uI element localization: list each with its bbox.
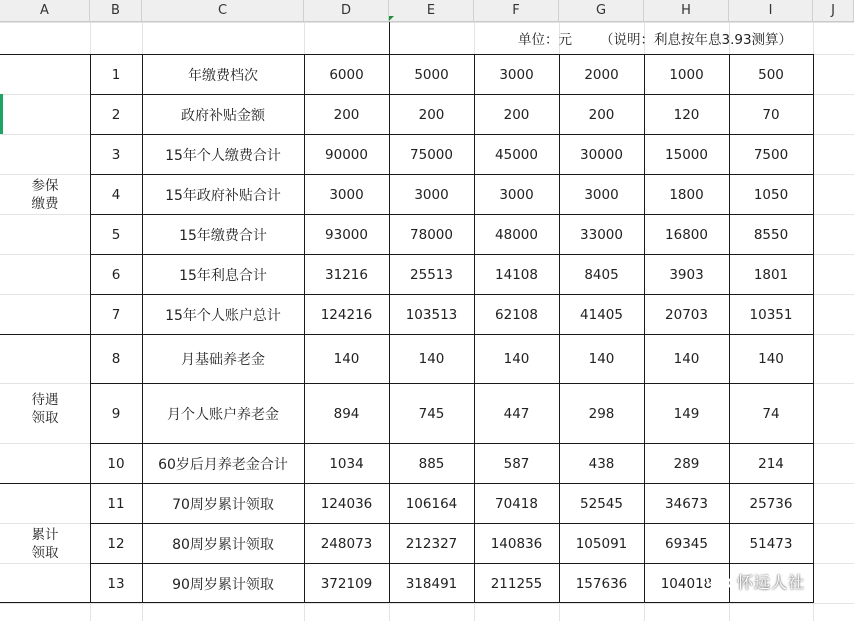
value-cell[interactable]: 5000 xyxy=(414,66,449,83)
value-cell[interactable]: 200 xyxy=(588,106,615,123)
value-cell[interactable]: 16800 xyxy=(665,226,708,243)
value-cell[interactable]: 140836 xyxy=(490,535,543,552)
value-cell[interactable]: 33000 xyxy=(580,226,623,243)
value-cell[interactable]: 587 xyxy=(503,455,530,472)
value-cell[interactable]: 298 xyxy=(588,405,615,422)
value-cell[interactable]: 438 xyxy=(588,455,615,472)
wechat-icon xyxy=(706,570,732,592)
column-header-e[interactable]: E xyxy=(389,0,474,21)
table-row-border xyxy=(90,334,814,335)
value-cell[interactable]: 78000 xyxy=(410,226,453,243)
row-number-cell[interactable]: 11 xyxy=(107,495,125,512)
value-cell[interactable]: 20703 xyxy=(665,306,708,323)
table-row-border xyxy=(90,294,814,295)
table-row-border xyxy=(90,523,814,524)
value-cell[interactable]: 885 xyxy=(418,455,445,472)
value-cell[interactable]: 90000 xyxy=(325,146,368,163)
cell-comment-indicator xyxy=(389,16,394,21)
table-border-top xyxy=(90,54,814,55)
value-cell[interactable]: 75000 xyxy=(410,146,453,163)
value-cell[interactable]: 372109 xyxy=(320,575,373,592)
table-column-border xyxy=(90,54,91,603)
value-cell[interactable]: 104018 xyxy=(660,575,713,592)
row-number-cell[interactable]: 4 xyxy=(111,186,121,203)
value-cell[interactable]: 51473 xyxy=(749,535,793,552)
value-cell[interactable]: 200 xyxy=(418,106,445,123)
column-header-i[interactable]: I xyxy=(729,0,813,21)
unit-label: 单位：元 xyxy=(518,32,572,48)
table-row-border xyxy=(90,174,814,175)
column-header-h[interactable]: H xyxy=(644,0,729,21)
value-cell[interactable]: 140 xyxy=(418,351,445,367)
row-number-cell[interactable]: 3 xyxy=(111,146,121,163)
value-cell[interactable]: 25513 xyxy=(410,266,453,283)
row-number-cell[interactable]: 13 xyxy=(107,575,125,592)
row-number-cell[interactable]: 5 xyxy=(111,226,121,243)
value-cell[interactable]: 106164 xyxy=(405,495,458,512)
column-header-bar xyxy=(0,0,854,22)
column-header-c[interactable]: C xyxy=(142,0,304,21)
value-cell[interactable]: 14108 xyxy=(495,266,538,283)
value-cell[interactable]: 3000 xyxy=(499,186,534,203)
value-cell[interactable]: 105091 xyxy=(575,535,628,552)
gridline-horizontal xyxy=(0,603,854,604)
category-label: 累计 领取 xyxy=(31,526,59,561)
row-label-cell[interactable]: 月个人账户养老金 xyxy=(167,406,279,423)
value-cell[interactable]: 7500 xyxy=(753,146,789,163)
row-label-cell[interactable]: 80周岁累计领取 xyxy=(172,536,274,553)
value-cell[interactable]: 62108 xyxy=(495,306,538,323)
value-cell[interactable]: 1800 xyxy=(669,186,704,203)
row-label-cell[interactable]: 15年个人账户总计 xyxy=(165,307,281,324)
category-label: 待遇 领取 xyxy=(31,392,59,426)
table-row-border xyxy=(90,483,814,484)
row-label-cell[interactable]: 月基础养老金 xyxy=(181,352,265,368)
value-cell[interactable]: 3903 xyxy=(669,266,704,283)
table-border-bottom xyxy=(0,602,814,603)
category-cell[interactable] xyxy=(0,55,90,334)
row-label-cell[interactable]: 70周岁累计领取 xyxy=(172,496,274,513)
value-cell[interactable]: 34673 xyxy=(665,495,708,512)
table-row-border xyxy=(90,254,814,255)
value-cell[interactable]: 45000 xyxy=(495,146,538,163)
value-cell[interactable]: 25736 xyxy=(749,495,793,512)
table-column-border xyxy=(142,54,143,603)
value-cell[interactable]: 3000 xyxy=(499,66,534,83)
row-label-cell[interactable]: 15年政府补贴合计 xyxy=(165,187,281,204)
value-cell[interactable]: 140 xyxy=(758,351,784,367)
value-cell[interactable]: 894 xyxy=(333,405,360,422)
value-cell[interactable]: 200 xyxy=(503,106,530,123)
value-cell[interactable]: 1034 xyxy=(329,455,364,472)
watermark-text: 怀远人社 xyxy=(737,572,806,592)
value-cell[interactable]: 103513 xyxy=(405,306,458,323)
header-divider xyxy=(389,22,390,54)
value-cell[interactable]: 70418 xyxy=(495,495,538,512)
value-cell[interactable]: 140 xyxy=(503,351,530,367)
row-selection-marker xyxy=(0,94,3,134)
value-cell[interactable]: 214 xyxy=(758,455,784,472)
value-cell[interactable]: 745 xyxy=(418,405,445,422)
value-cell[interactable]: 74 xyxy=(762,405,780,422)
row-label-cell[interactable]: 60岁后月养老金合计 xyxy=(158,456,288,473)
row-number-cell[interactable]: 10 xyxy=(107,455,125,472)
table-row-border xyxy=(90,563,814,564)
value-cell[interactable]: 6000 xyxy=(329,66,364,83)
table-column-border xyxy=(559,54,560,603)
value-cell[interactable]: 1000 xyxy=(669,66,704,83)
row-label-cell[interactable]: 15年缴费合计 xyxy=(179,227,267,244)
value-cell[interactable]: 248073 xyxy=(320,535,373,552)
value-cell[interactable]: 124036 xyxy=(320,495,373,512)
spreadsheet-grid xyxy=(0,22,854,621)
column-header-d[interactable]: D xyxy=(304,0,389,21)
table-column-border xyxy=(304,54,305,603)
value-cell[interactable]: 500 xyxy=(758,66,784,83)
table-border-left-group xyxy=(0,54,90,55)
row-label-cell[interactable]: 90周岁累计领取 xyxy=(172,576,274,593)
watermark xyxy=(706,567,805,595)
value-cell[interactable]: 318491 xyxy=(405,575,458,592)
value-cell[interactable]: 140 xyxy=(673,351,700,367)
value-cell[interactable]: 93000 xyxy=(325,226,368,243)
table-row-border xyxy=(90,214,814,215)
row-label-cell[interactable]: 15年个人缴费合计 xyxy=(165,147,281,164)
value-cell[interactable]: 149 xyxy=(673,405,700,422)
note-label: （说明：利息按年息3.93测算） xyxy=(600,32,793,48)
value-cell[interactable]: 2000 xyxy=(584,66,619,83)
value-cell[interactable]: 1050 xyxy=(753,186,789,203)
value-cell[interactable]: 124216 xyxy=(320,306,373,323)
column-header-f[interactable]: F xyxy=(474,0,559,21)
table-row-border xyxy=(90,443,814,444)
value-cell[interactable]: 140 xyxy=(588,351,615,367)
value-cell[interactable]: 140 xyxy=(333,351,360,367)
category-cell[interactable] xyxy=(0,484,90,603)
table-column-border xyxy=(389,54,390,603)
value-cell[interactable]: 52545 xyxy=(580,495,623,512)
value-cell[interactable]: 157636 xyxy=(575,575,628,592)
value-cell[interactable]: 70 xyxy=(762,106,780,123)
row-number-cell[interactable]: 8 xyxy=(111,351,121,367)
table-column-border xyxy=(644,54,645,603)
column-header-a[interactable]: A xyxy=(0,0,90,21)
table-column-border xyxy=(729,54,730,603)
column-header-g[interactable]: G xyxy=(559,0,644,21)
value-cell[interactable]: 69345 xyxy=(665,535,708,552)
value-cell[interactable]: 212327 xyxy=(405,535,458,552)
row-number-cell[interactable]: 7 xyxy=(111,306,121,323)
column-header-j[interactable]: J xyxy=(813,0,854,21)
column-header-b[interactable]: B xyxy=(90,0,142,21)
value-cell[interactable]: 211255 xyxy=(490,575,543,592)
value-cell[interactable]: 41405 xyxy=(580,306,623,323)
row-number-cell[interactable]: 2 xyxy=(111,106,121,123)
row-number-cell[interactable]: 12 xyxy=(107,535,125,552)
table-column-border xyxy=(474,54,475,603)
category-label: 参保 缴费 xyxy=(31,177,59,212)
value-cell[interactable]: 3000 xyxy=(329,186,364,203)
value-cell[interactable]: 8405 xyxy=(584,266,619,283)
row-label-cell[interactable]: 政府补贴金额 xyxy=(181,107,265,124)
value-cell[interactable]: 120 xyxy=(673,106,700,123)
group-border xyxy=(0,483,90,484)
category-cell[interactable] xyxy=(0,335,90,483)
row-label-cell[interactable]: 年缴费档次 xyxy=(188,67,258,84)
value-cell[interactable]: 289 xyxy=(673,455,700,472)
value-cell[interactable]: 3000 xyxy=(414,186,449,203)
group-border xyxy=(0,334,90,335)
value-cell[interactable]: 31216 xyxy=(325,266,368,283)
row-number-cell[interactable]: 9 xyxy=(111,405,121,422)
table-row-border xyxy=(90,134,814,135)
table-row-border xyxy=(90,383,814,384)
value-cell[interactable]: 1801 xyxy=(753,266,789,283)
table-row-border xyxy=(90,94,814,95)
value-cell[interactable]: 8550 xyxy=(753,226,789,243)
value-cell[interactable]: 200 xyxy=(333,106,360,123)
row-label-cell[interactable]: 15年利息合计 xyxy=(179,267,267,284)
value-cell[interactable]: 3000 xyxy=(584,186,619,203)
value-cell[interactable]: 48000 xyxy=(495,226,538,243)
table-column-border xyxy=(813,54,814,603)
value-cell[interactable]: 30000 xyxy=(580,146,623,163)
row-number-cell[interactable]: 6 xyxy=(111,266,121,283)
row-number-cell[interactable]: 1 xyxy=(111,66,121,83)
value-cell[interactable]: 15000 xyxy=(665,146,708,163)
value-cell[interactable]: 10351 xyxy=(749,306,793,323)
value-cell[interactable]: 447 xyxy=(503,405,530,422)
